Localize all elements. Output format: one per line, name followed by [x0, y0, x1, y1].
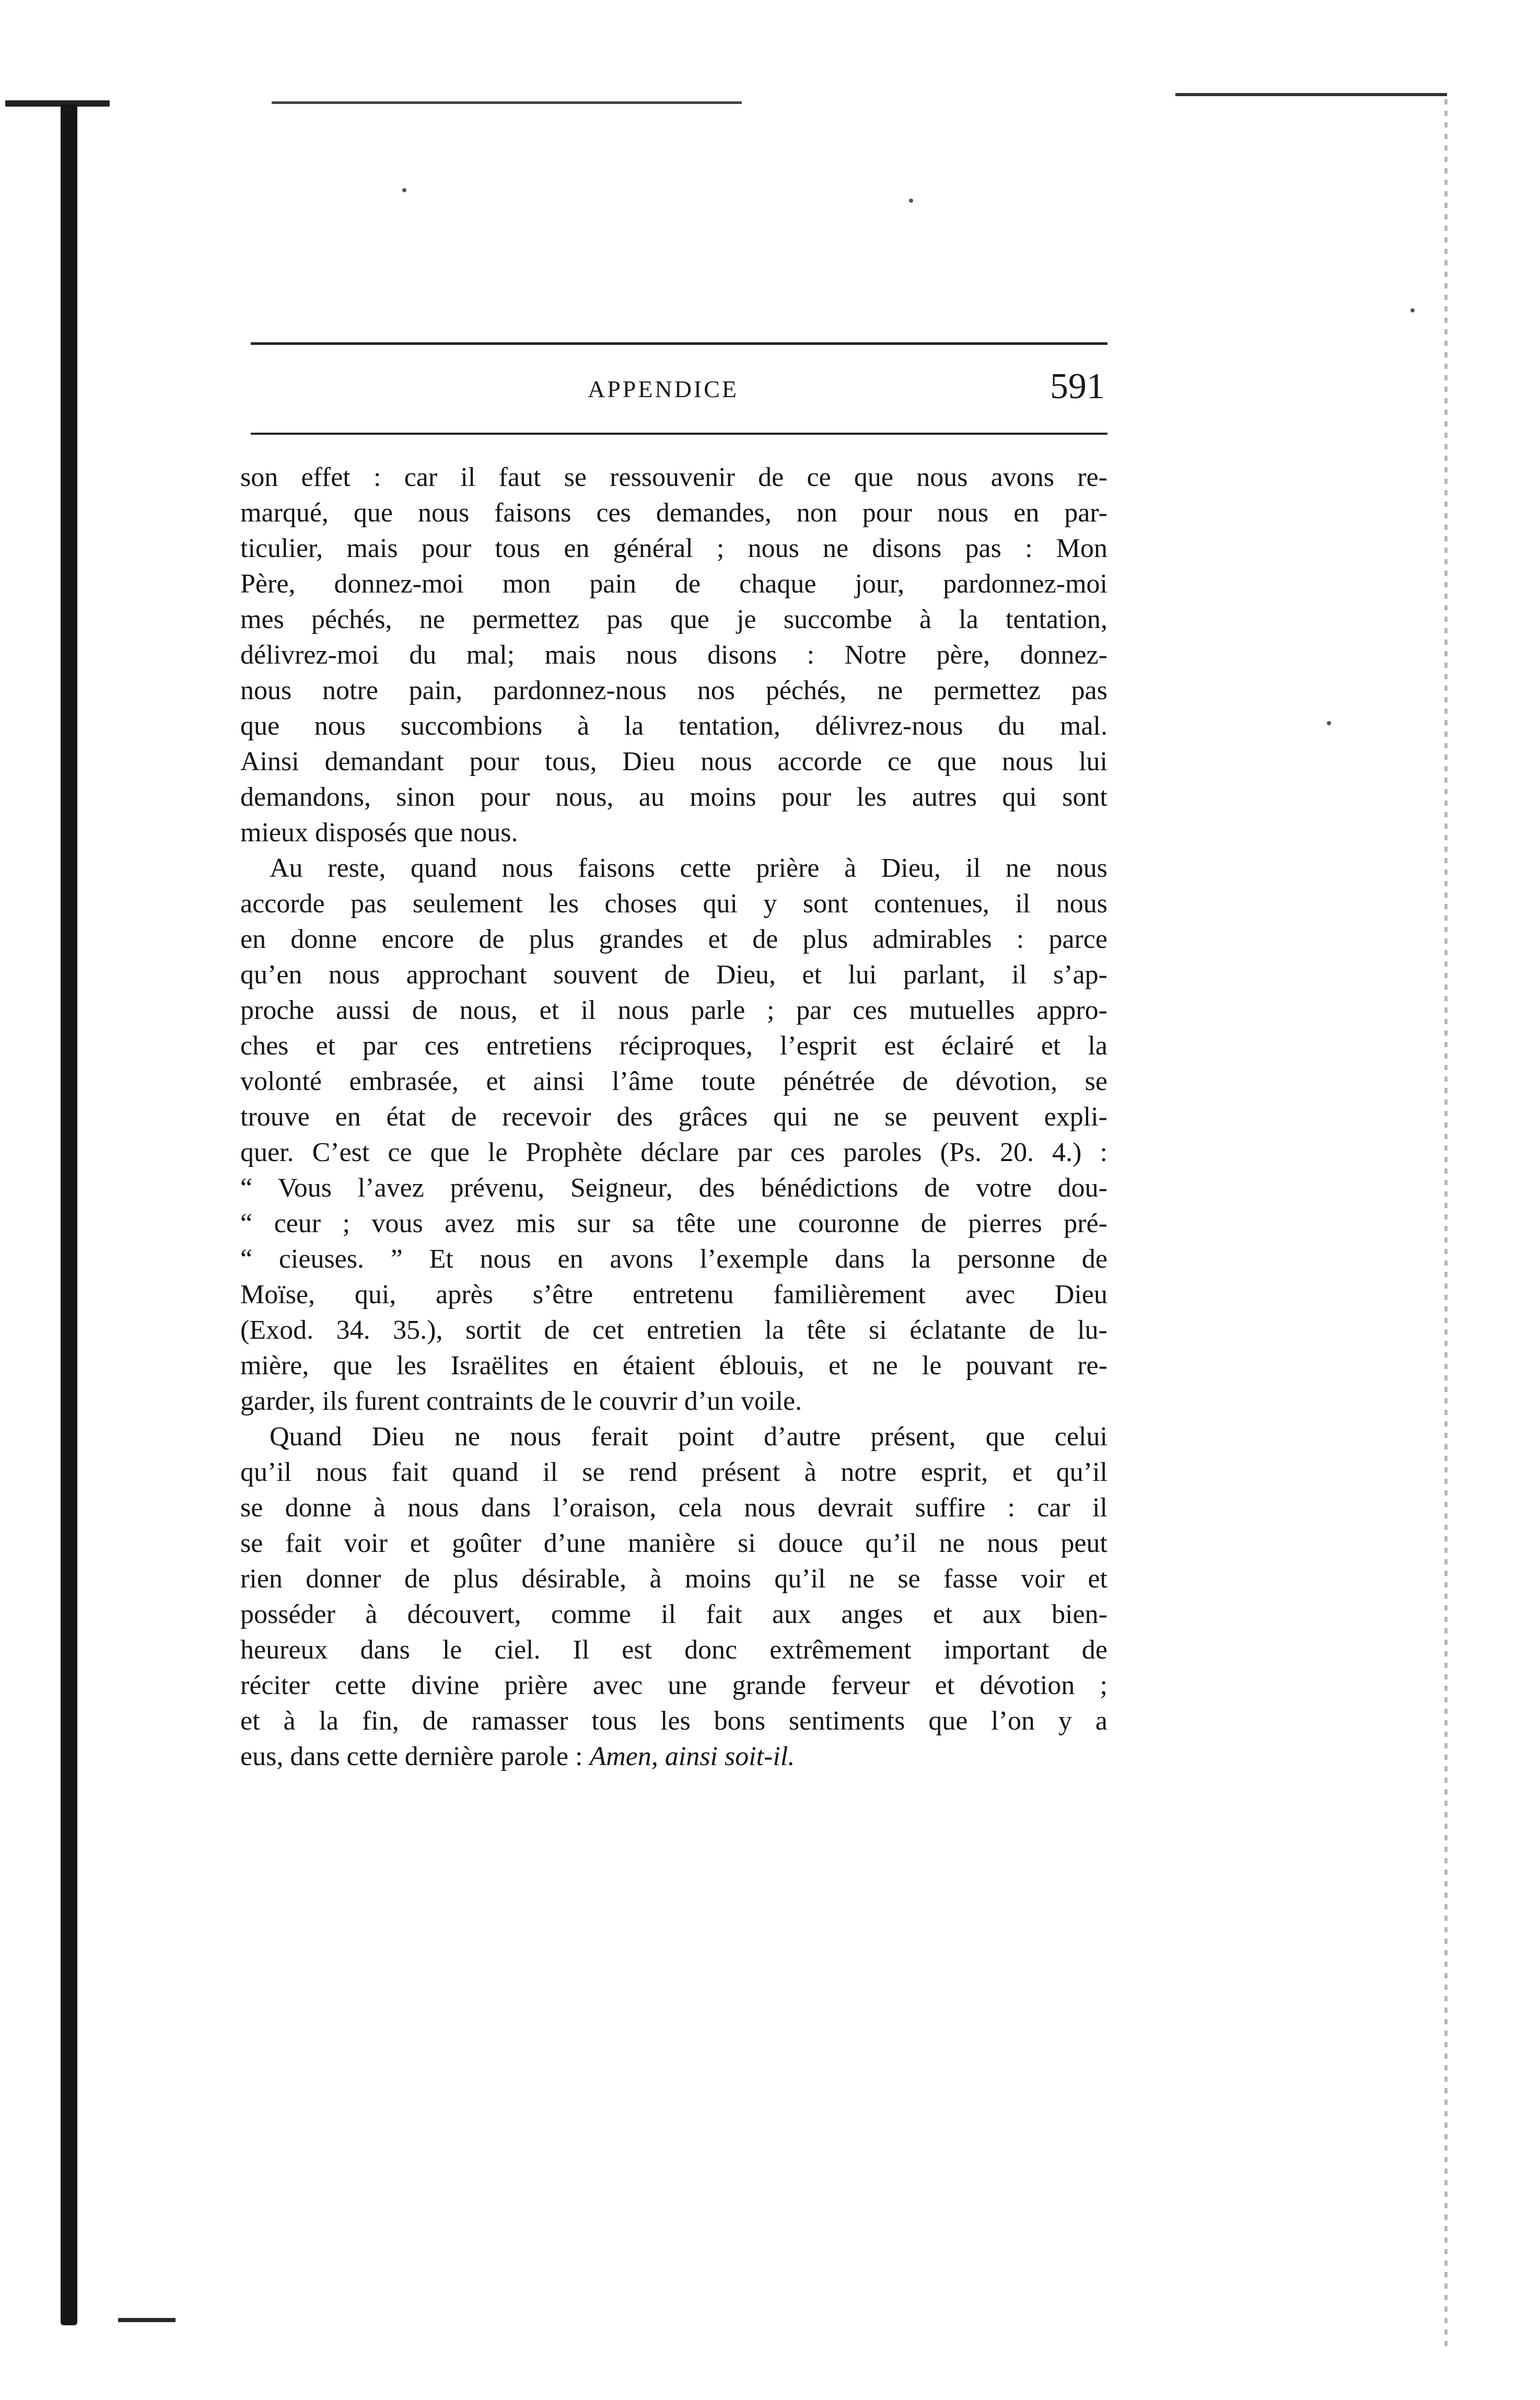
text-line: marqué, que nous faisons ces demandes, non pour nous en par- [240, 498, 1107, 528]
text-line: posséder à découvert, comme il fait aux anges et aux bien- [240, 1599, 1107, 1629]
header-rule-top [251, 342, 1107, 345]
running-title: APPENDICE [588, 376, 739, 402]
text-line: et à la fin, de ramasser tous les bons sentiments que l’on y a [240, 1706, 1107, 1736]
text-line: rien donner de plus désirable, à moins qu’il ne se fasse voir et [240, 1564, 1107, 1594]
page-edge-right [1444, 99, 1448, 2346]
line-text: eus, dans cette dernière parole : [240, 1742, 583, 1771]
text-line: qu’en nous approchant souvent de Dieu, et lui parlant, il s’ap- [240, 960, 1107, 990]
text-line: Père, donnez-moi mon pain de chaque jour, pardonnez-moi [240, 569, 1107, 599]
scan-speck [1410, 308, 1415, 312]
scan-speck [1327, 721, 1331, 725]
text-line: ches et par ces entretiens réciproques, l’esprit est éclairé et la [240, 1031, 1107, 1061]
text-line: proche aussi de nous, et il nous parle ; par ces mutuelles appro- [240, 995, 1107, 1025]
text-line: Au reste, quand nous faisons cette prière à Dieu, il ne nous [270, 853, 1107, 883]
text-line: ticulier, mais pour tous en général ; nous ne disons pas : Mon [240, 534, 1107, 563]
body-text [240, 460, 1107, 1775]
facing-page-rule [1175, 93, 1447, 96]
binding-edge-top [5, 100, 110, 107]
closing-formula: Amen, ainsi soit-il. [589, 1742, 795, 1771]
text-line: en donne encore de plus grandes et de plus admirables : parce [240, 924, 1107, 954]
text-line: accorde pas seulement les choses qui y sont contenues, il nous [240, 889, 1107, 919]
text-line: mieux disposés que nous. [240, 818, 518, 848]
text-line: volonté embrasée, et ainsi l’âme toute pénétrée de dévotion, se [240, 1066, 1107, 1096]
text-line: délivrez-moi du mal; mais nous disons : Notre père, donnez- [240, 640, 1107, 670]
paragraph [240, 1419, 1107, 1775]
text-line [240, 1739, 1107, 1775]
scan-speck [909, 199, 913, 203]
text-line: heureux dans le ciel. Il est donc extrêmement important de [240, 1635, 1107, 1665]
binding-edge [61, 105, 77, 2325]
scan-speck [402, 188, 406, 192]
text-line: Quand Dieu ne nous ferait point d’autre présent, que celui [270, 1422, 1107, 1452]
text-line: demandons, sinon pour nous, au moins pour les autres qui sont [240, 782, 1107, 812]
paragraph [240, 460, 1107, 851]
paragraph [240, 851, 1107, 1419]
text-line: son effet : car il faut se ressouvenir de ce que nous avons re- [240, 462, 1107, 492]
text-line: garder, ils furent contraints de le couvrir d’un voile. [240, 1386, 802, 1416]
text-line: Moïse, qui, après s’être entretenu familièrement avec Dieu [240, 1280, 1107, 1309]
text-line: trouve en état de recevoir des grâces qui ne se peuvent expli- [240, 1102, 1107, 1132]
text-line: nous notre pain, pardonnez-nous nos péchés, ne permettez pas [240, 676, 1107, 705]
binding-edge-bottom [118, 2318, 176, 2322]
text-line: mière, que les Israëlites en étaient éblouis, et ne le pouvant re- [240, 1351, 1107, 1381]
header-rule-bottom [251, 433, 1107, 435]
text-line: (Exod. 34. 35.), sortit de cet entretien la tête si éclatante de lu- [240, 1315, 1107, 1345]
text-line: se donne à nous dans l’oraison, cela nous devrait suffire : car il [240, 1493, 1107, 1523]
text-line: “ Vous l’avez prévenu, Seigneur, des bénédictions de votre dou- [240, 1173, 1107, 1203]
page-number: 591 [1050, 366, 1105, 407]
text-line: se fait voir et goûter d’une manière si douce qu’il ne nous peut [240, 1528, 1107, 1558]
text-line: qu’il nous fait quand il se rend présent à notre esprit, et qu’il [240, 1457, 1107, 1487]
text-line: quer. C’est ce que le Prophète déclare par ces paroles (Ps. 20. 4.) : [240, 1138, 1107, 1167]
text-line: “ cieuses. ” Et nous en avons l’exemple dans la personne de [240, 1244, 1107, 1274]
text-line: réciter cette divine prière avec une grande ferveur et dévotion ; [240, 1671, 1107, 1700]
text-line: Ainsi demandant pour tous, Dieu nous accorde ce que nous lui [240, 747, 1107, 776]
previous-page-rule [272, 101, 742, 104]
text-line: mes péchés, ne permettez pas que je succombe à la tentation, [240, 605, 1107, 634]
text-line: “ ceur ; vous avez mis sur sa tête une couronne de pierres pré- [240, 1209, 1107, 1238]
text-line: que nous succombions à la tentation, délivrez-nous du mal. [240, 711, 1107, 741]
